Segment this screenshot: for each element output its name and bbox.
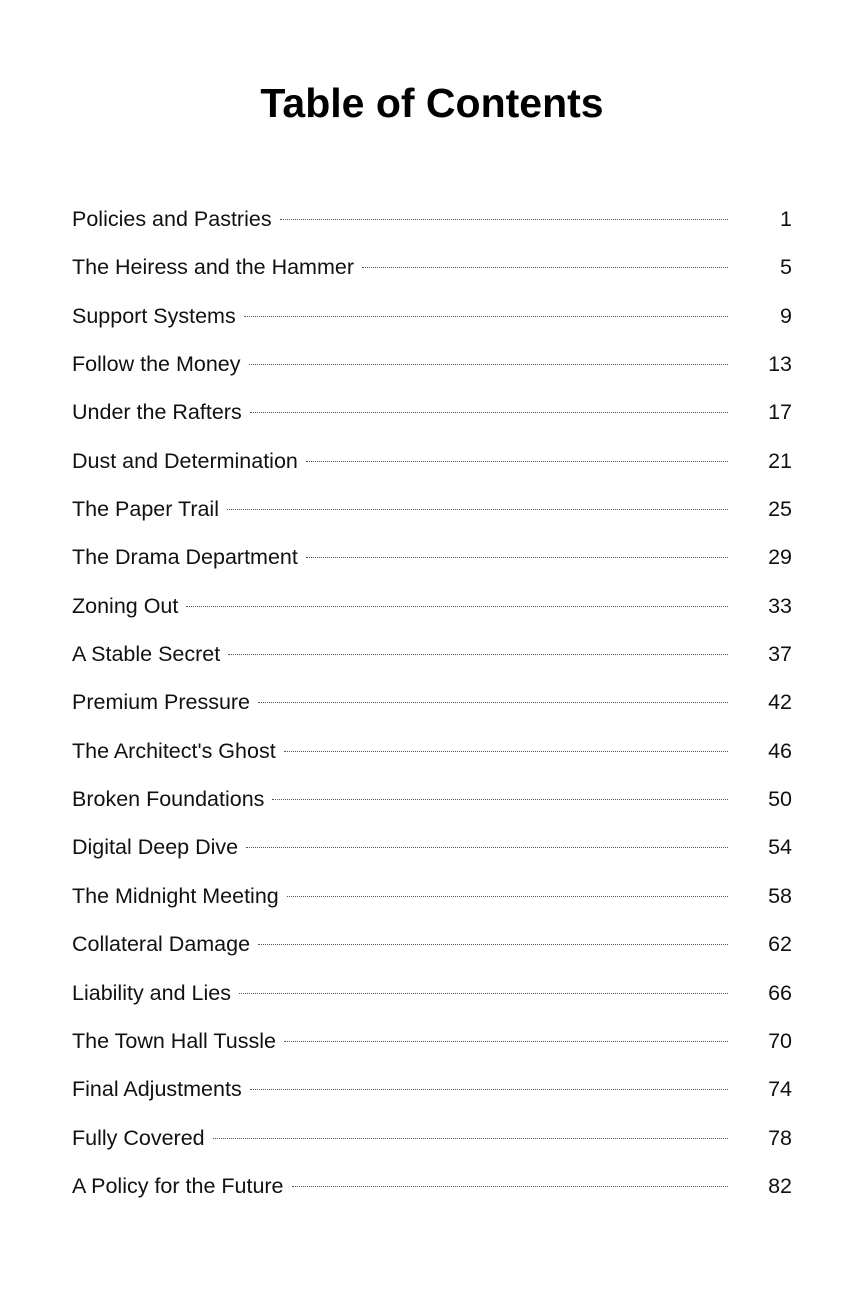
toc-entry-title: The Drama Department [72,545,298,570]
toc-entry-title: The Midnight Meeting [72,883,279,908]
toc-entry [72,923,792,971]
dot-leader [228,654,728,655]
dot-leader [246,847,728,848]
toc-entry [72,972,792,1020]
page-title: Table of Contents [260,80,604,126]
toc-page-number: 13 [768,352,792,377]
toc-page-number: 78 [768,1125,792,1150]
toc-page-number: 17 [768,400,792,425]
toc-entry-title: A Policy for the Future [72,1173,284,1198]
dot-leader [239,993,728,994]
toc-entry-title: Zoning Out [72,593,179,618]
dot-leader [258,944,728,945]
toc-entry-title: Fully Covered [72,1125,205,1150]
toc-entry [72,488,792,536]
toc-page-number: 33 [768,593,792,618]
toc-entry [72,536,792,584]
toc-entry [72,1165,792,1213]
dot-leader [249,364,729,365]
toc-entry-title: The Paper Trail [72,497,219,522]
toc-entry-title: Premium Pressure [72,690,251,715]
toc-page-number: 46 [768,738,792,763]
toc-entry [72,343,792,391]
toc-entry-title: Dust and Determination [72,448,298,473]
toc-page-number: 62 [768,932,792,957]
dot-leader [287,896,728,897]
toc-entry [72,198,792,246]
toc-entry-title: Final Adjustments [72,1077,242,1102]
toc-entry [72,1117,792,1165]
toc-entry [72,1068,792,1116]
toc-page-number: 70 [768,1028,792,1053]
dot-leader [284,751,728,752]
toc-entry [72,875,792,923]
toc-entry-title: Support Systems [72,303,236,328]
toc-entry [72,730,792,778]
toc-page-number: 37 [768,642,792,667]
dot-leader [227,509,728,510]
table-of-contents [72,198,792,1213]
toc-entry [72,391,792,439]
dot-leader [272,799,728,800]
toc-entry-title: Broken Foundations [72,787,265,812]
dot-leader [306,461,728,462]
toc-entry-title: Collateral Damage [72,932,251,957]
toc-entry [72,585,792,633]
toc-entry-title: Liability and Lies [72,980,231,1005]
dot-leader [306,557,728,558]
dot-leader [280,219,728,220]
toc-page-number: 9 [780,303,792,328]
toc-entry [72,778,792,826]
toc-page-number: 66 [768,980,792,1005]
toc-entry [72,681,792,729]
toc-page-number: 74 [768,1077,792,1102]
toc-page-number: 58 [768,883,792,908]
toc-entry-title: The Heiress and the Hammer [72,255,354,280]
toc-page-number: 29 [768,545,792,570]
toc-entry [72,826,792,874]
toc-page-number: 21 [768,448,792,473]
toc-entry-title: The Town Hall Tussle [72,1028,276,1053]
toc-entry-title: Under the Rafters [72,400,242,425]
toc-entry [72,1020,792,1068]
toc-page-number: 42 [768,690,792,715]
toc-page-number: 25 [768,497,792,522]
dot-leader [186,606,728,607]
toc-entry-title: Follow the Money [72,352,241,377]
dot-leader [258,702,728,703]
dot-leader [213,1138,728,1139]
toc-entry [72,633,792,681]
dot-leader [292,1186,728,1187]
toc-entry [72,440,792,488]
toc-page-number: 5 [780,255,792,280]
toc-page-number: 1 [780,207,792,231]
dot-leader [362,267,728,268]
toc-entry [72,295,792,343]
toc-page-number: 50 [768,787,792,812]
dot-leader [244,316,728,317]
dot-leader [250,412,728,413]
toc-entry [72,246,792,294]
toc-page-number: 82 [768,1173,792,1198]
dot-leader [284,1041,728,1042]
toc-entry-title: Digital Deep Dive [72,835,239,860]
toc-entry-title: A Stable Secret [72,642,221,667]
toc-page-number: 54 [768,835,792,860]
toc-entry-title: The Architect's Ghost [72,738,276,763]
toc-entry-title: Policies and Pastries [72,207,272,231]
dot-leader [250,1089,728,1090]
